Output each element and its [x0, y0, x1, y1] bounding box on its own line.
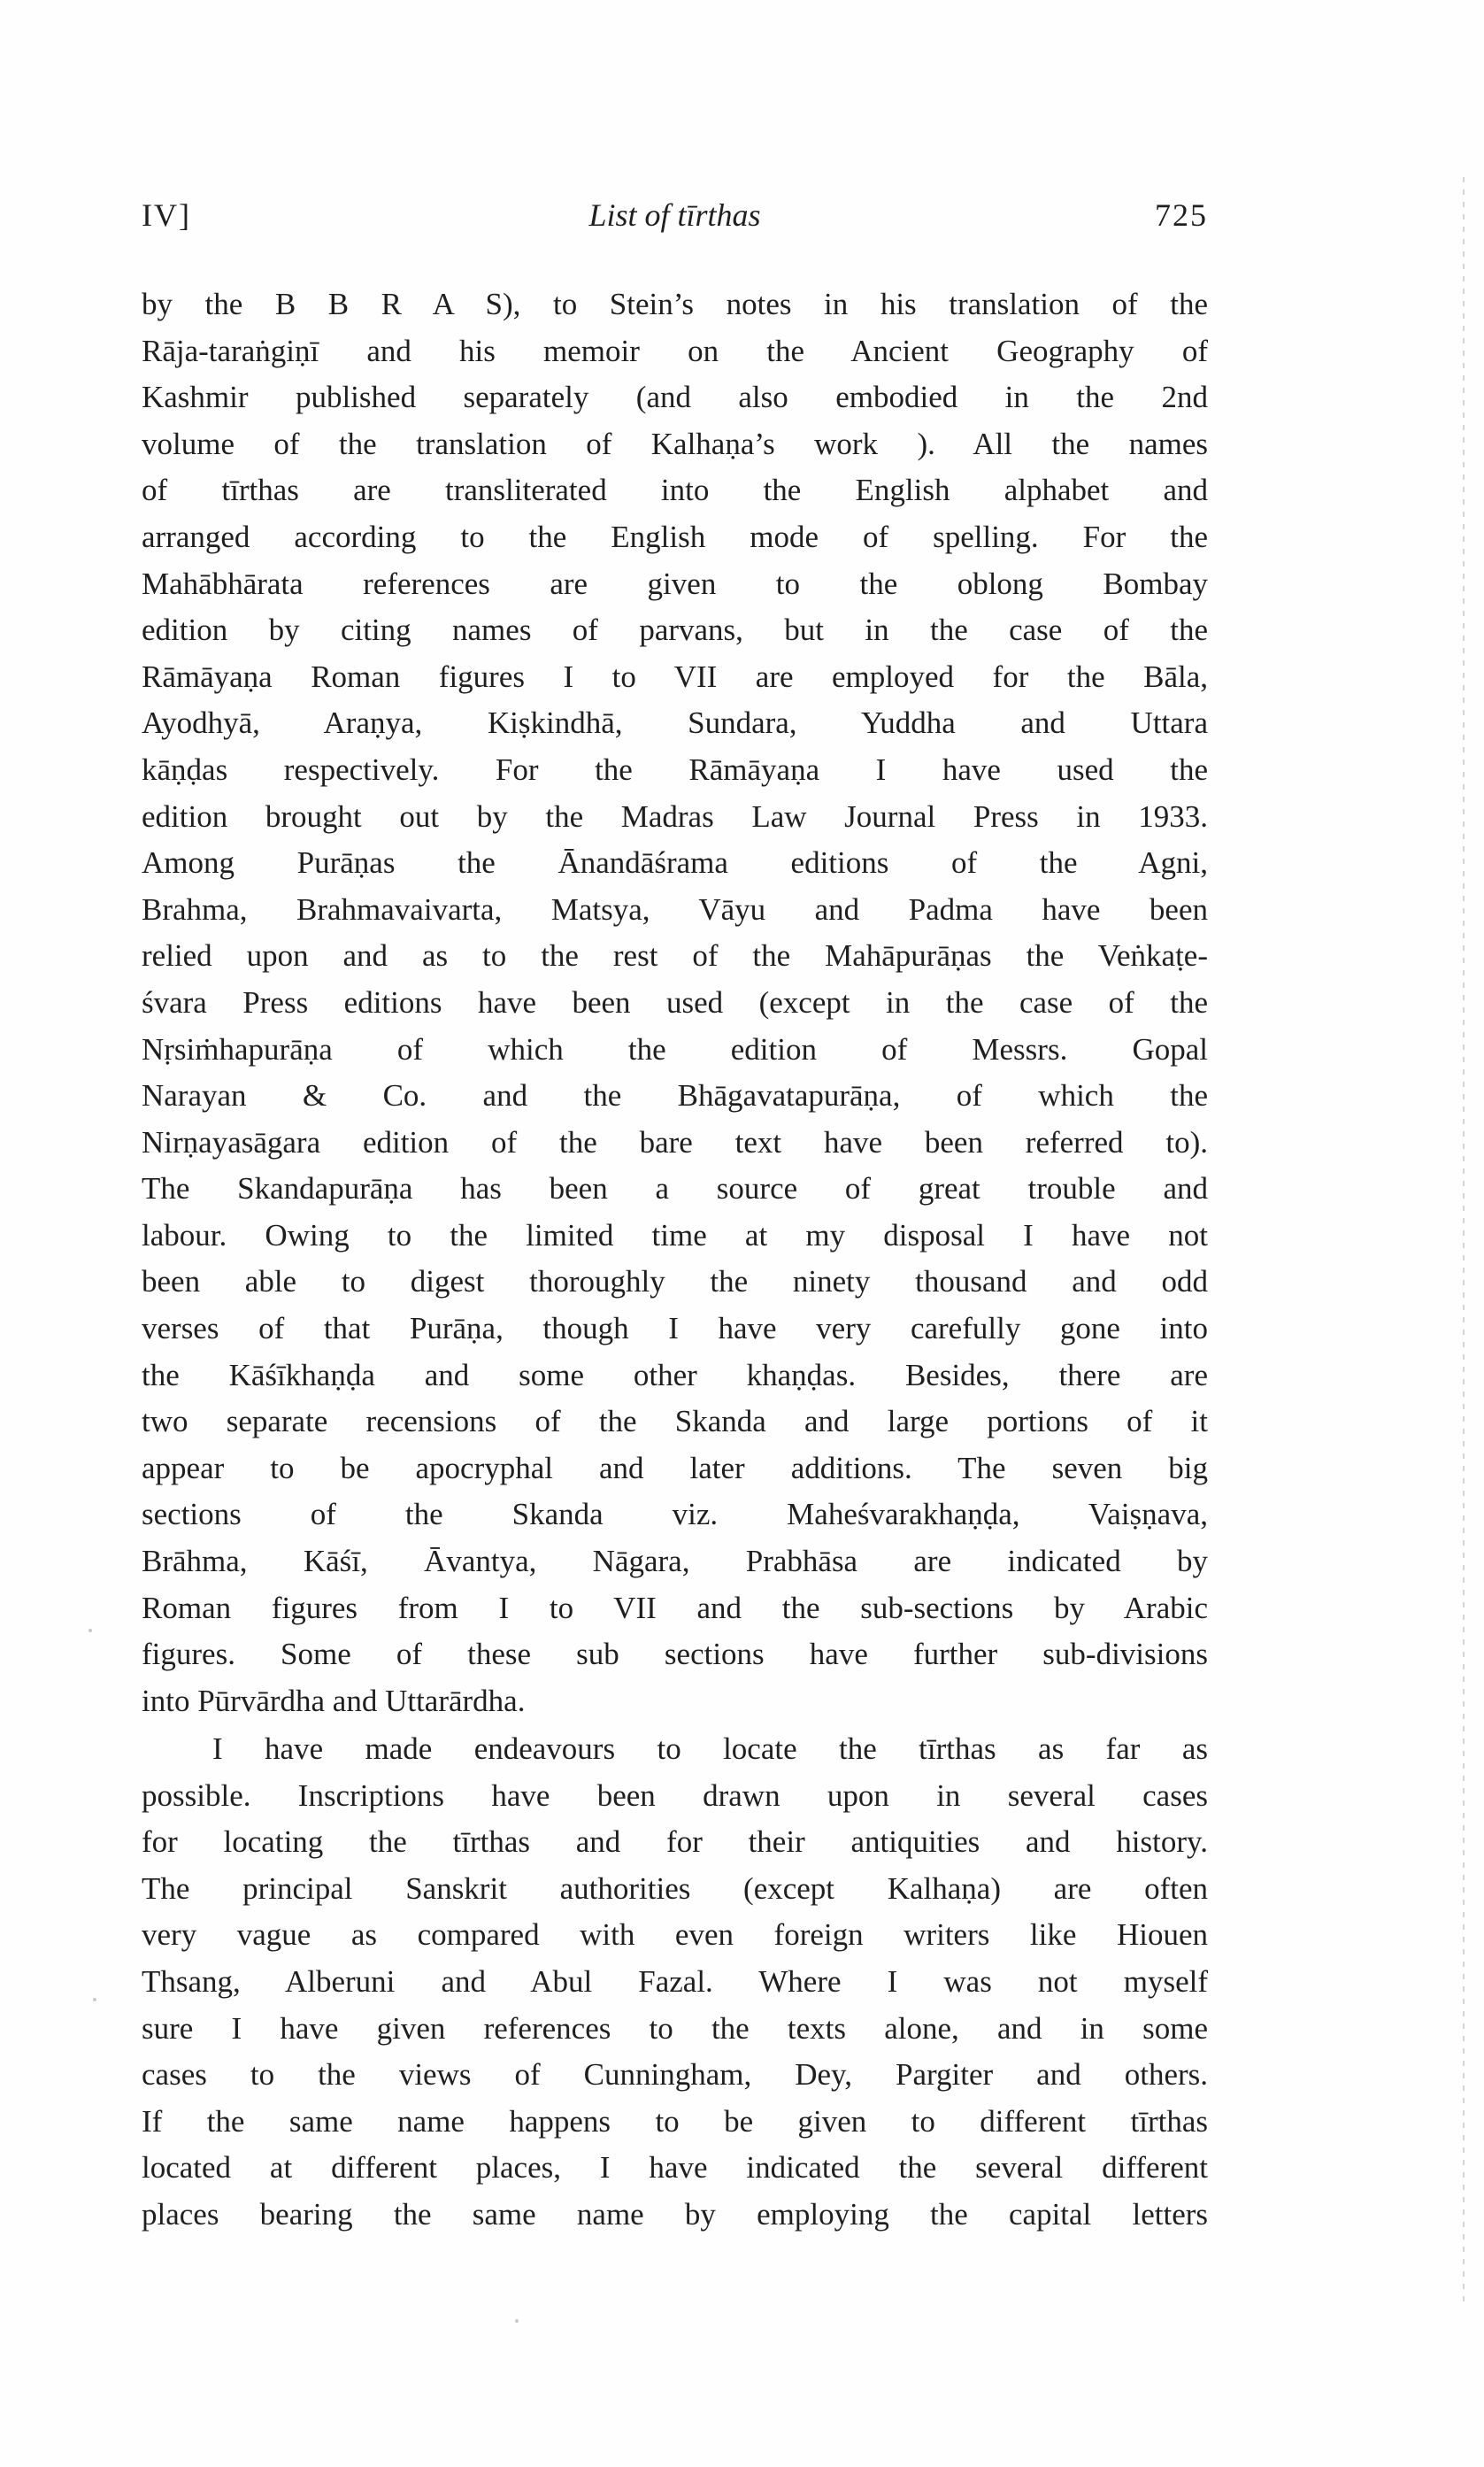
text-line: Roman figures from I to VII and the sub-sections by Arabic [142, 1590, 1208, 1625]
text-line: Among Purāṇas the Ānandāśrama editions of the Agni, [142, 845, 1208, 881]
text-line: Nṛsiṁhapurāṇa of which the edition of Messrs. Gopal [142, 1031, 1208, 1067]
text-line: been able to digest thoroughly the ninety thousand and odd [142, 1264, 1208, 1299]
text-line: places bearing the same name by employing the capital letters [142, 2196, 1208, 2232]
text-line: two separate recensions of the Skanda and large portions of it [142, 1404, 1208, 1439]
text-line: relied upon and as to the rest of the Mahāpurāṇas the Veṅkaṭe- [142, 938, 1208, 974]
text-line: Kashmir published separately (and also embodied in the 2nd [142, 380, 1208, 415]
paragraph-sources [142, 281, 1208, 1724]
text-line: sure I have given references to the texts alone, and in some [142, 2010, 1208, 2046]
text-line: arranged according to the English mode of spelling. For the [142, 519, 1208, 554]
text-line: figures. Some of these sub sections have further sub-divisions [142, 1637, 1208, 1672]
chapter-number: IV] [142, 197, 191, 233]
text-line: kāṇḍas respectively. For the Rāmāyaṇa I have used the [142, 752, 1208, 787]
text-line: Ayodhyā, Araṇya, Kiṣkindhā, Sundara, Yuddha and Uttara [142, 705, 1208, 741]
text-line: for locating the tīrthas and for their antiquities and history. [142, 1824, 1208, 1860]
text-line: The Skandapurāṇa has been a source of great trouble and [142, 1171, 1208, 1207]
text-line: Mahābhārata references are given to the oblong Bombay [142, 566, 1208, 601]
text-line: sections of the Skanda viz. Maheśvarakhaṇḍa, Vaiṣṇava, [142, 1497, 1208, 1532]
text-line: cases to the views of Cunningham, Dey, Pargiter and others. [142, 2057, 1208, 2093]
text-line: of tīrthas are transliterated into the English alphabet and [142, 473, 1208, 508]
text-line: very vague as compared with even foreign writers like Hiouen [142, 1917, 1208, 1953]
scan-speck [93, 1998, 96, 2001]
text-line: Brahma, Brahmavaivarta, Matsya, Vāyu and Padma have been [142, 891, 1208, 927]
text-line: Thsang, Alberuni and Abul Fazal. Where I was not myself [142, 1963, 1208, 1999]
text-line: Nirṇayasāgara edition of the bare text have been referred to). [142, 1124, 1208, 1160]
page-number: 725 [1155, 197, 1208, 233]
text-line: Rāja-taraṅgiṇī and his memoir on the Ancient Geography of [142, 333, 1208, 368]
text-line: into Pūrvārdha and Uttarārdha. [142, 1683, 526, 1718]
text-line: volume of the translation of Kalhaṇa’s work ). All the names [142, 426, 1208, 461]
text-line: If the same name happens to be given to different tīrthas [142, 2103, 1208, 2139]
text-line: edition by citing names of parvans, but in the case of the [142, 613, 1208, 648]
text-line: verses of that Purāṇa, though I have very carefully gone into [142, 1311, 1208, 1346]
scan-speck [515, 2319, 519, 2323]
text-line: Rāmāyaṇa Roman figures I to VII are employed for the Bāla, [142, 659, 1208, 694]
text-line: I have made endeavours to locate the tīrthas as far as [212, 1731, 1208, 1766]
text-line: located at different places, I have indicated the several different [142, 2150, 1208, 2186]
paragraph-locations [142, 1726, 1208, 2239]
text-line: The principal Sanskrit authorities (except Kalhaṇa) are often [142, 1870, 1208, 1906]
running-title: List of tīrthas [588, 197, 761, 233]
text-line: Narayan & Co. and the Bhāgavatapurāṇa, of which the [142, 1078, 1208, 1114]
text-line: the Kāśīkhaṇḍa and some other khaṇḍas. Besides, there are [142, 1357, 1208, 1392]
text-line: appear to be apocryphal and later additions. The seven big [142, 1450, 1208, 1485]
text-line: possible. Inscriptions have been drawn upon in several cases [142, 1777, 1208, 1813]
text-line: labour. Owing to the limited time at my disposal I have not [142, 1217, 1208, 1253]
scan-edge-mark [1463, 177, 1465, 2301]
text-line: Brāhma, Kāśī, Āvantya, Nāgara, Prabhāsa are indicated by [142, 1544, 1208, 1579]
text-line: by the B B R A S), to Stein’s notes in his translation of the [142, 287, 1208, 321]
text-line: edition brought out by the Madras Law Journal Press in 1933. [142, 798, 1208, 834]
running-header [142, 197, 1208, 250]
text-line: śvara Press editions have been used (except in the case of the [142, 984, 1208, 1020]
scan-speck [88, 1629, 92, 1632]
